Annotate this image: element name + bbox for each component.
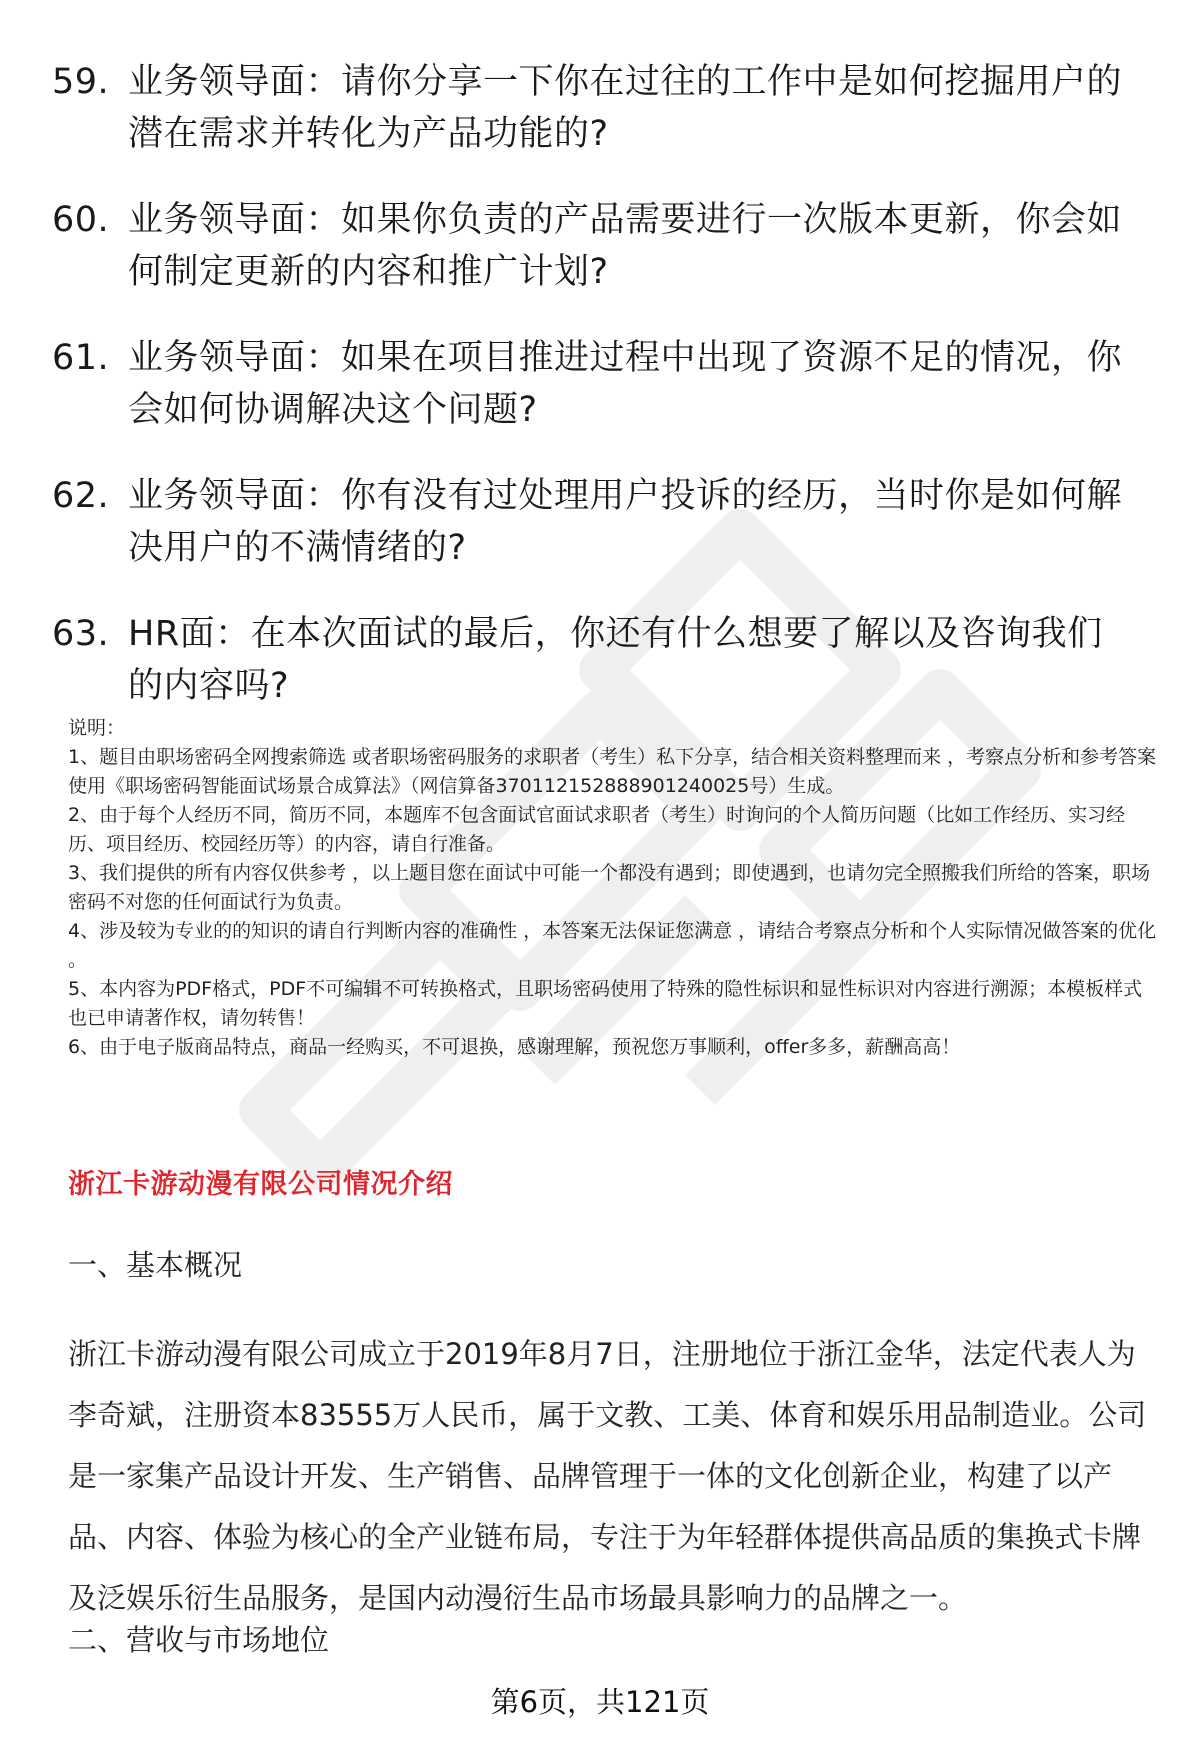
question-item	[52, 194, 1152, 298]
note-item: 5、本内容为PDF格式，PDF不可编辑不可转换格式，且职场密码使用了特殊的隐性标识和显性标识对内容进行溯源；本模板样式也已申请著作权，请勿转售！	[68, 978, 1143, 1029]
question-item	[52, 332, 1152, 436]
question-item	[52, 56, 1152, 160]
question-number: 62.	[52, 476, 110, 516]
section-heading-revenue: 二、营收与市场地位	[68, 1623, 330, 1657]
question-item	[52, 608, 1152, 712]
notes-block	[68, 714, 1158, 1062]
note-item: 1、题目由职场密码全网搜索筛选 或者职场密码服务的求职者（考生）私下分享，结合相关资料整理而来 ，考察点分析和参考答案使用《职场密码智能面试场景合成算法》（网信算备370112152888901240025号）生成。	[68, 746, 1157, 797]
question-text: 业务领导面：如果在项目推进过程中出现了资源不足的情况，你会如何协调解决这个问题?	[128, 338, 1123, 430]
question-number: 63.	[52, 614, 110, 654]
question-text: 业务领导面：你有没有过处理用户投诉的经历，当时你是如何解决用户的不满情绪的?	[128, 476, 1123, 568]
question-item	[52, 470, 1152, 574]
notes-heading: 说明：	[68, 717, 126, 739]
question-text: 业务领导面：如果你负责的产品需要进行一次版本更新，你会如何制定更新的内容和推广计划?	[128, 200, 1123, 292]
note-item: 4、涉及较为专业的的知识的请自行判断内容的准确性 ，本答案无法保证您满意 ，请结合考察点分析和个人实际情况做答案的优化 。	[68, 920, 1157, 971]
question-text: HR面：在本次面试的最后，你还有什么想要了解以及咨询我们的内容吗?	[128, 614, 1103, 706]
question-number: 61.	[52, 338, 110, 378]
company-paragraph: 浙江卡游动漫有限公司成立于2019年8月7日，注册地位于浙江金华，法定代表人为李奇斌，注册资本83555万人民币，属于文教、工美、体育和娱乐用品制造业。公司是一家集产品设计开发、生产销售、品牌管理于一体的文化创新企业，构建了以产品、内容、体验为核心的全产业链布局，专注于为年轻群体提供高品质的集换式卡牌及泛娱乐衍生品服务，是国内动漫衍生品市场最具影响力的品牌之一。	[68, 1337, 1147, 1615]
section-heading-basic: 一、基本概况	[68, 1248, 243, 1282]
note-item: 3、我们提供的所有内容仅供参考 ，以上题目您在面试中可能一个都没有遇到；即使遇到，也请勿完全照搬我们所给的答案，职场密码不对您的任何面试行为负责。	[68, 862, 1151, 913]
question-number: 59.	[52, 62, 110, 102]
question-number: 60.	[52, 200, 110, 240]
company-title: 浙江卡游动漫有限公司情况介绍	[68, 1169, 453, 1200]
note-item: 2、由于每个人经历不同，简历不同，本题库不包含面试官面试求职者（考生）时询问的个人简历问题（比如工作经历、实习经历、项目经历、校园经历等）的内容，请自行准备。	[68, 804, 1126, 855]
question-text: 业务领导面：请你分享一下你在过往的工作中是如何挖掘用户的潜在需求并转化为产品功能的?	[128, 62, 1123, 154]
question-list	[52, 56, 1152, 746]
note-item: 6、由于电子版商品特点，商品一经购买，不可退换，感谢理解，预祝您万事顺利，offer多多，薪酬高高！	[68, 1036, 961, 1058]
page-number: 第6页，共121页	[490, 1685, 710, 1719]
